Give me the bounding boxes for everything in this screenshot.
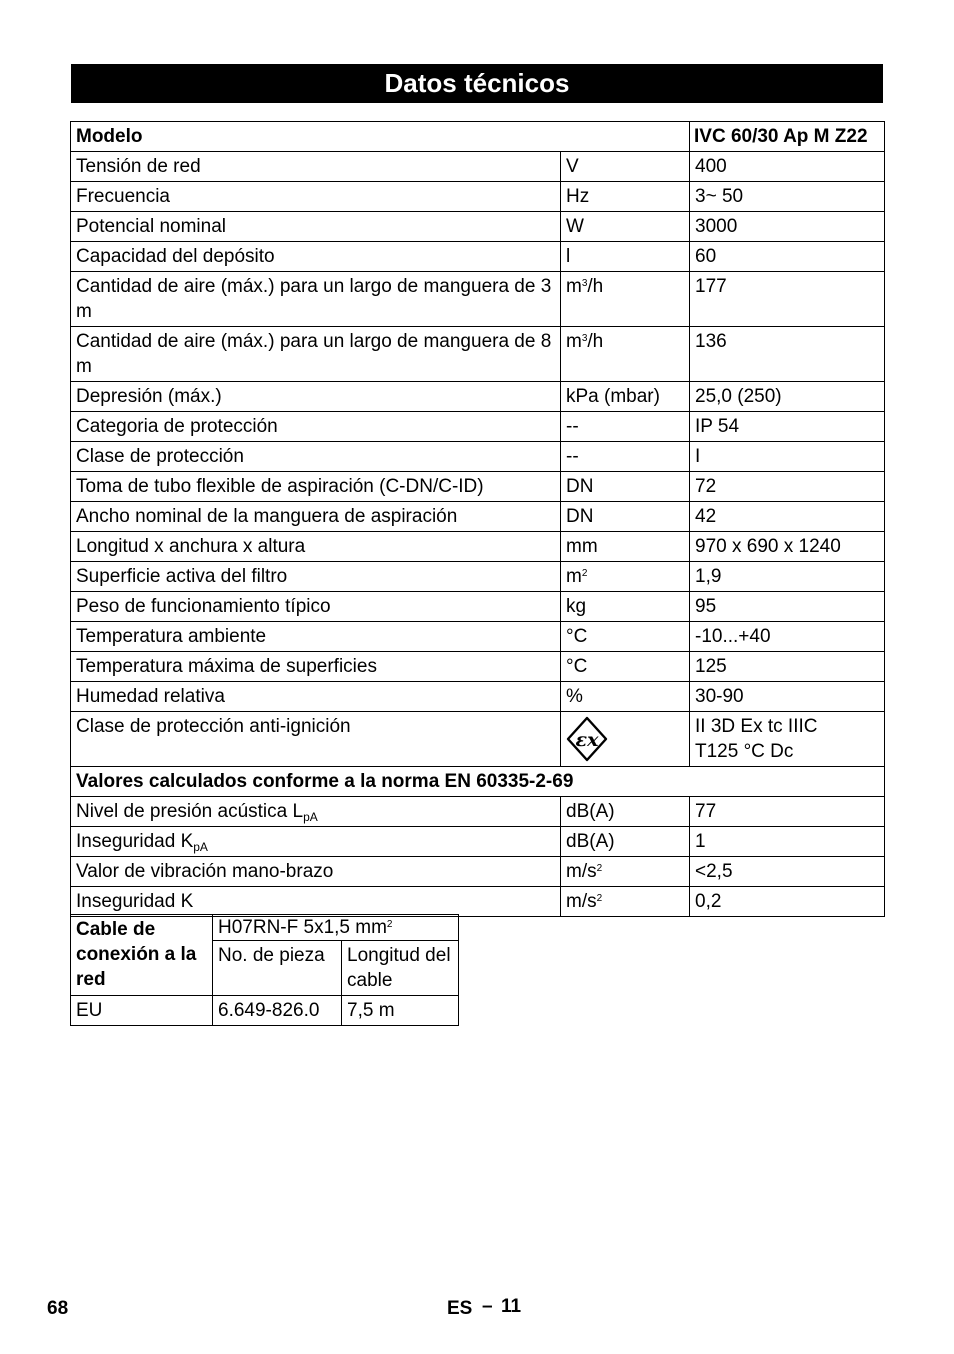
spec-value: -10...+40 [690,622,885,652]
spec-unit: dB(A) [561,827,690,857]
model-value: IVC 60/30 Ap M Z22 [690,122,885,152]
language-code: ES [447,1298,473,1319]
spec-name: Temperatura máxima de superficies [71,652,561,682]
spec-name: Superficie activa del filtro [71,562,561,592]
spec-name: Peso de funcionamiento típico [71,592,561,622]
spec-value: 1 [690,827,885,857]
cable-length: 7,5 m [342,996,459,1026]
cable-col-part: No. de pieza [213,941,342,996]
spec-name: Toma de tubo flexible de aspiración (C-DN/C-ID) [71,472,561,502]
table-row [71,502,885,532]
spec-name: Nivel de presión acústica $L_{pA}$ [71,797,561,827]
model-label: Modelo [71,122,690,152]
table-row [71,682,885,712]
spec-name: Temperatura ambiente [71,622,561,652]
spec-value: 400 [690,152,885,182]
spec-value: 1,9 [690,562,885,592]
cable-region: EU [71,996,213,1026]
ex-atex-icon [566,716,608,762]
spec-unit: dB(A) [561,797,690,827]
spec-unit: kg [561,592,690,622]
spec-value: IP 54 [690,412,885,442]
table-row [71,532,885,562]
spec-value: 0,2 [690,887,885,917]
spec-unit: DN [561,472,690,502]
table-row [71,857,885,887]
spec-name: Depresión (máx.) [71,382,561,412]
cable-label: Cable de conexión a la red [71,915,213,996]
spec-name: Clase de protección [71,442,561,472]
spec-name: Longitud x anchura x altura [71,532,561,562]
spec-unit: l [561,242,690,272]
section-heading: Valores calculados conforme a la norma EN 60335-2-69 [71,767,885,797]
spec-name: Tensión de red [71,152,561,182]
svg-text:εx: εx [575,729,599,751]
table-row [71,327,885,382]
spec-unit: $m^3/h$ [561,272,690,327]
table-row [71,767,885,797]
spec-value: 3000 [690,212,885,242]
spec-unit: -- [561,442,690,472]
spec-value: I [690,442,885,472]
table-row [71,382,885,412]
spec-unit: $m^3/h$ [561,327,690,382]
spec-value: 970 x 690 x 1240 [690,532,885,562]
table-row [71,152,885,182]
spec-name: Clase de protección anti-ignición [71,712,561,767]
spec-unit [561,712,690,767]
table-row [71,212,885,242]
page-dash: – [482,1296,493,1317]
table-row [71,472,885,502]
table-row [71,412,885,442]
spec-unit: DN [561,502,690,532]
spec-value: 3~ 50 [690,182,885,212]
spec-name: Valor de vibración mano-brazo [71,857,561,887]
table-row [71,242,885,272]
table-row [71,652,885,682]
spec-unit: Hz [561,182,690,212]
spec-value: 125 [690,652,885,682]
spec-value: 95 [690,592,885,622]
spec-name: Categoria de protección [71,412,561,442]
cable-table [70,914,459,1026]
spec-value: 25,0 (250) [690,382,885,412]
cable-col-length: Longitud del cable [342,941,459,996]
spec-value: 72 [690,472,885,502]
spec-name: Ancho nominal de la manguera de aspiración [71,502,561,532]
spec-value: 136 [690,327,885,382]
spec-unit: °C [561,622,690,652]
spec-value: II 3D Ex tc IIIC T125 °C Dc [690,712,885,767]
spec-name: Inseguridad K [71,887,561,917]
table-row [71,122,885,152]
spec-value: <2,5 [690,857,885,887]
table-row [71,915,459,941]
page-title: Datos técnicos [71,64,883,103]
spec-unit: % [561,682,690,712]
spec-name: Capacidad del depósito [71,242,561,272]
table-row [71,562,885,592]
page-number-left: 68 [47,1298,69,1319]
spec-value: 77 [690,797,885,827]
spec-name: Cantidad de aire (máx.) para un largo de manguera de 8 m [71,327,561,382]
table-row [71,797,885,827]
table-row [71,622,885,652]
spec-unit: $m/s^2$ [561,887,690,917]
spec-value: 42 [690,502,885,532]
cable-type: H07RN-F 5x1,5 $mm^2$ [213,915,459,941]
spec-unit: V [561,152,690,182]
spec-unit: W [561,212,690,242]
table-row [71,182,885,212]
spec-unit: kPa (mbar) [561,382,690,412]
table-row [71,827,885,857]
spec-table [70,121,885,917]
spec-name: Potencial nominal [71,212,561,242]
spec-unit: mm [561,532,690,562]
spec-name: Inseguridad $K_{pA}$ [71,827,561,857]
spec-unit: -- [561,412,690,442]
spec-unit: $m/s^2$ [561,857,690,887]
spec-name: Cantidad de aire (máx.) para un largo de manguera de 3 m [71,272,561,327]
table-row [71,272,885,327]
spec-value: 60 [690,242,885,272]
table-row [71,592,885,622]
spec-name: Humedad relativa [71,682,561,712]
table-row [71,996,459,1026]
spec-unit: °C [561,652,690,682]
table-row [71,887,885,917]
page-number-right: 11 [501,1296,522,1317]
spec-value: 177 [690,272,885,327]
table-row [71,442,885,472]
cable-part-number: 6.649-826.0 [213,996,342,1026]
spec-name: Frecuencia [71,182,561,212]
spec-unit: $m^2$ [561,562,690,592]
spec-value: 30-90 [690,682,885,712]
table-row [71,712,885,767]
